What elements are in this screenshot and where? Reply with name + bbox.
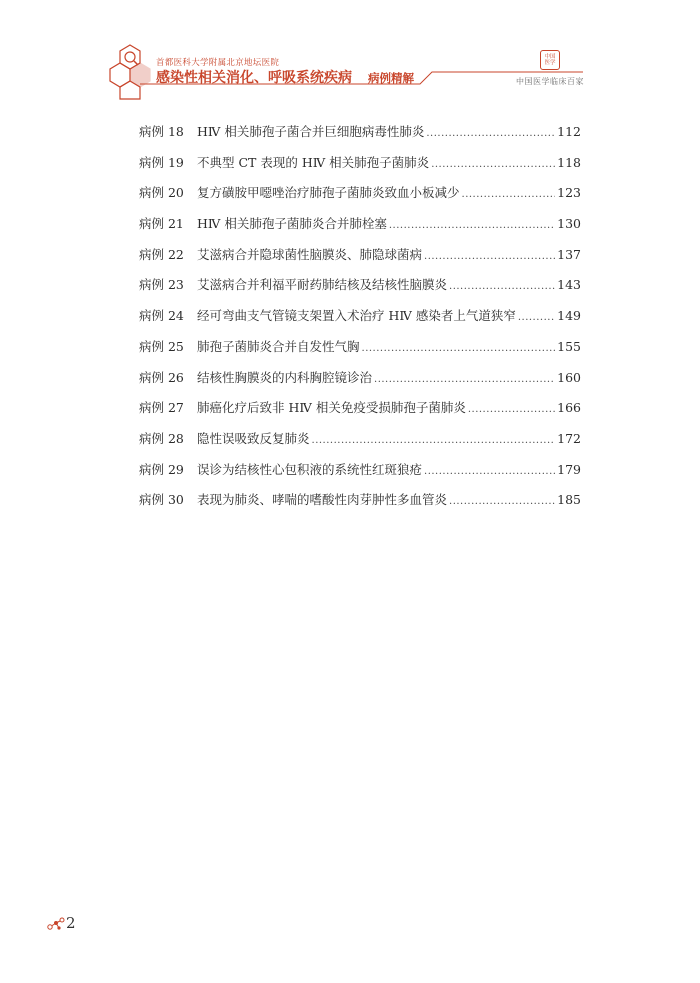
- case-title: 复方磺胺甲噁唑治疗肺孢子菌肺炎致血小板减少: [197, 185, 460, 201]
- case-title: HⅣ 相关肺孢子菌肺炎合并肺栓塞: [197, 216, 387, 232]
- dot-leader: [468, 404, 555, 415]
- case-title: 结核性胸膜炎的内科胸腔镜诊治: [197, 369, 373, 385]
- dot-leader: [426, 128, 555, 139]
- series-title: 感染性相关消化、呼吸系统疾病: [156, 70, 352, 86]
- toc-entry[interactable]: [139, 460, 581, 491]
- case-title: 肺孢子菌肺炎合并自发性气胸: [197, 338, 360, 354]
- dot-leader: [312, 435, 556, 446]
- case-title: 误诊为结核性心包积液的系统性红斑狼疮: [197, 461, 423, 477]
- dot-leader: [431, 159, 555, 170]
- page-ref: 130: [557, 216, 581, 232]
- table-of-contents: [139, 122, 581, 521]
- brand-name: 中国医学临床百家: [516, 77, 584, 86]
- case-title: 不典型 CT 表现的 HⅣ 相关肺孢子菌肺炎: [197, 154, 430, 170]
- case-title: 隐性误吸致反复肺炎: [197, 430, 310, 446]
- case-title: 肺癌化疗后致非 HⅣ 相关免疫受损肺孢子菌肺炎: [197, 400, 466, 416]
- page-header: [0, 0, 700, 100]
- case-title: HⅣ 相关肺孢子菌合并巨细胞病毒性肺炎: [197, 124, 425, 139]
- case-title: 艾滋病合并隐球菌性脑膜炎、肺隐球菌病: [197, 246, 423, 262]
- case-number: 病例 18: [139, 124, 184, 139]
- dot-leader: [462, 189, 556, 200]
- case-number: 病例 29: [139, 461, 184, 477]
- case-number: 病例 26: [139, 369, 184, 385]
- dot-leader: [362, 343, 556, 354]
- toc-entry[interactable]: [139, 398, 581, 429]
- case-number: 病例 21: [139, 216, 184, 232]
- case-number: 病例 22: [139, 246, 184, 262]
- case-title: 经可弯曲支气管镜支架置入术治疗 HⅣ 感染者上气道狭窄: [197, 308, 516, 324]
- page-ref: 166: [557, 400, 581, 416]
- toc-entry[interactable]: [139, 275, 581, 306]
- dot-leader: [424, 251, 555, 262]
- case-number: 病例 27: [139, 400, 184, 416]
- dot-leader: [449, 496, 555, 507]
- toc-entry[interactable]: [139, 122, 581, 153]
- toc-entry[interactable]: [139, 368, 581, 399]
- case-number: 病例 28: [139, 430, 184, 446]
- dot-leader: [389, 220, 555, 231]
- case-number: 病例 19: [139, 154, 184, 170]
- series-subtitle: 病例精解: [368, 71, 414, 85]
- case-title: 表现为肺炎、哮喘的嗜酸性肉芽肿性多血管炎: [197, 492, 448, 508]
- toc-entry[interactable]: [139, 153, 581, 184]
- toc-entry[interactable]: [139, 306, 581, 337]
- page-ref: 143: [557, 277, 581, 293]
- page-ref: 160: [557, 369, 581, 385]
- toc-entry[interactable]: [139, 245, 581, 276]
- seal-logo: [540, 50, 560, 70]
- dot-leader: [424, 466, 555, 477]
- seal-text: 中国医学: [544, 54, 556, 66]
- dot-leader: [518, 312, 555, 323]
- toc-entry[interactable]: [139, 183, 581, 214]
- page-ref: 123: [557, 185, 581, 201]
- page-ref: 179: [557, 461, 581, 477]
- case-number: 病例 20: [139, 185, 184, 201]
- toc-entry[interactable]: [139, 490, 581, 521]
- case-number: 病例 24: [139, 308, 184, 324]
- case-title: 艾滋病合并利福平耐药肺结核及结核性脑膜炎: [197, 277, 448, 293]
- dot-leader: [449, 281, 555, 292]
- hospital-name: 首都医科大学附属北京地坛医院: [156, 58, 280, 68]
- toc-entry[interactable]: [139, 214, 581, 245]
- dot-leader: [374, 374, 555, 385]
- page-ref: 149: [557, 308, 581, 324]
- page-number: 2: [66, 914, 76, 932]
- molecule-icon: [47, 917, 65, 931]
- page-ref: 155: [557, 338, 581, 354]
- case-number: 病例 25: [139, 338, 184, 354]
- toc-entry[interactable]: [139, 429, 581, 460]
- page-ref: 118: [557, 154, 581, 170]
- page-ref: 137: [557, 246, 581, 262]
- toc-entry[interactable]: [139, 337, 581, 368]
- page-ref: 172: [557, 430, 581, 446]
- page-ref: 185: [557, 492, 581, 508]
- page-ref: 112: [557, 124, 581, 139]
- case-number: 病例 30: [139, 492, 184, 508]
- hexagon-logo-icon: [108, 44, 152, 100]
- case-number: 病例 23: [139, 277, 184, 293]
